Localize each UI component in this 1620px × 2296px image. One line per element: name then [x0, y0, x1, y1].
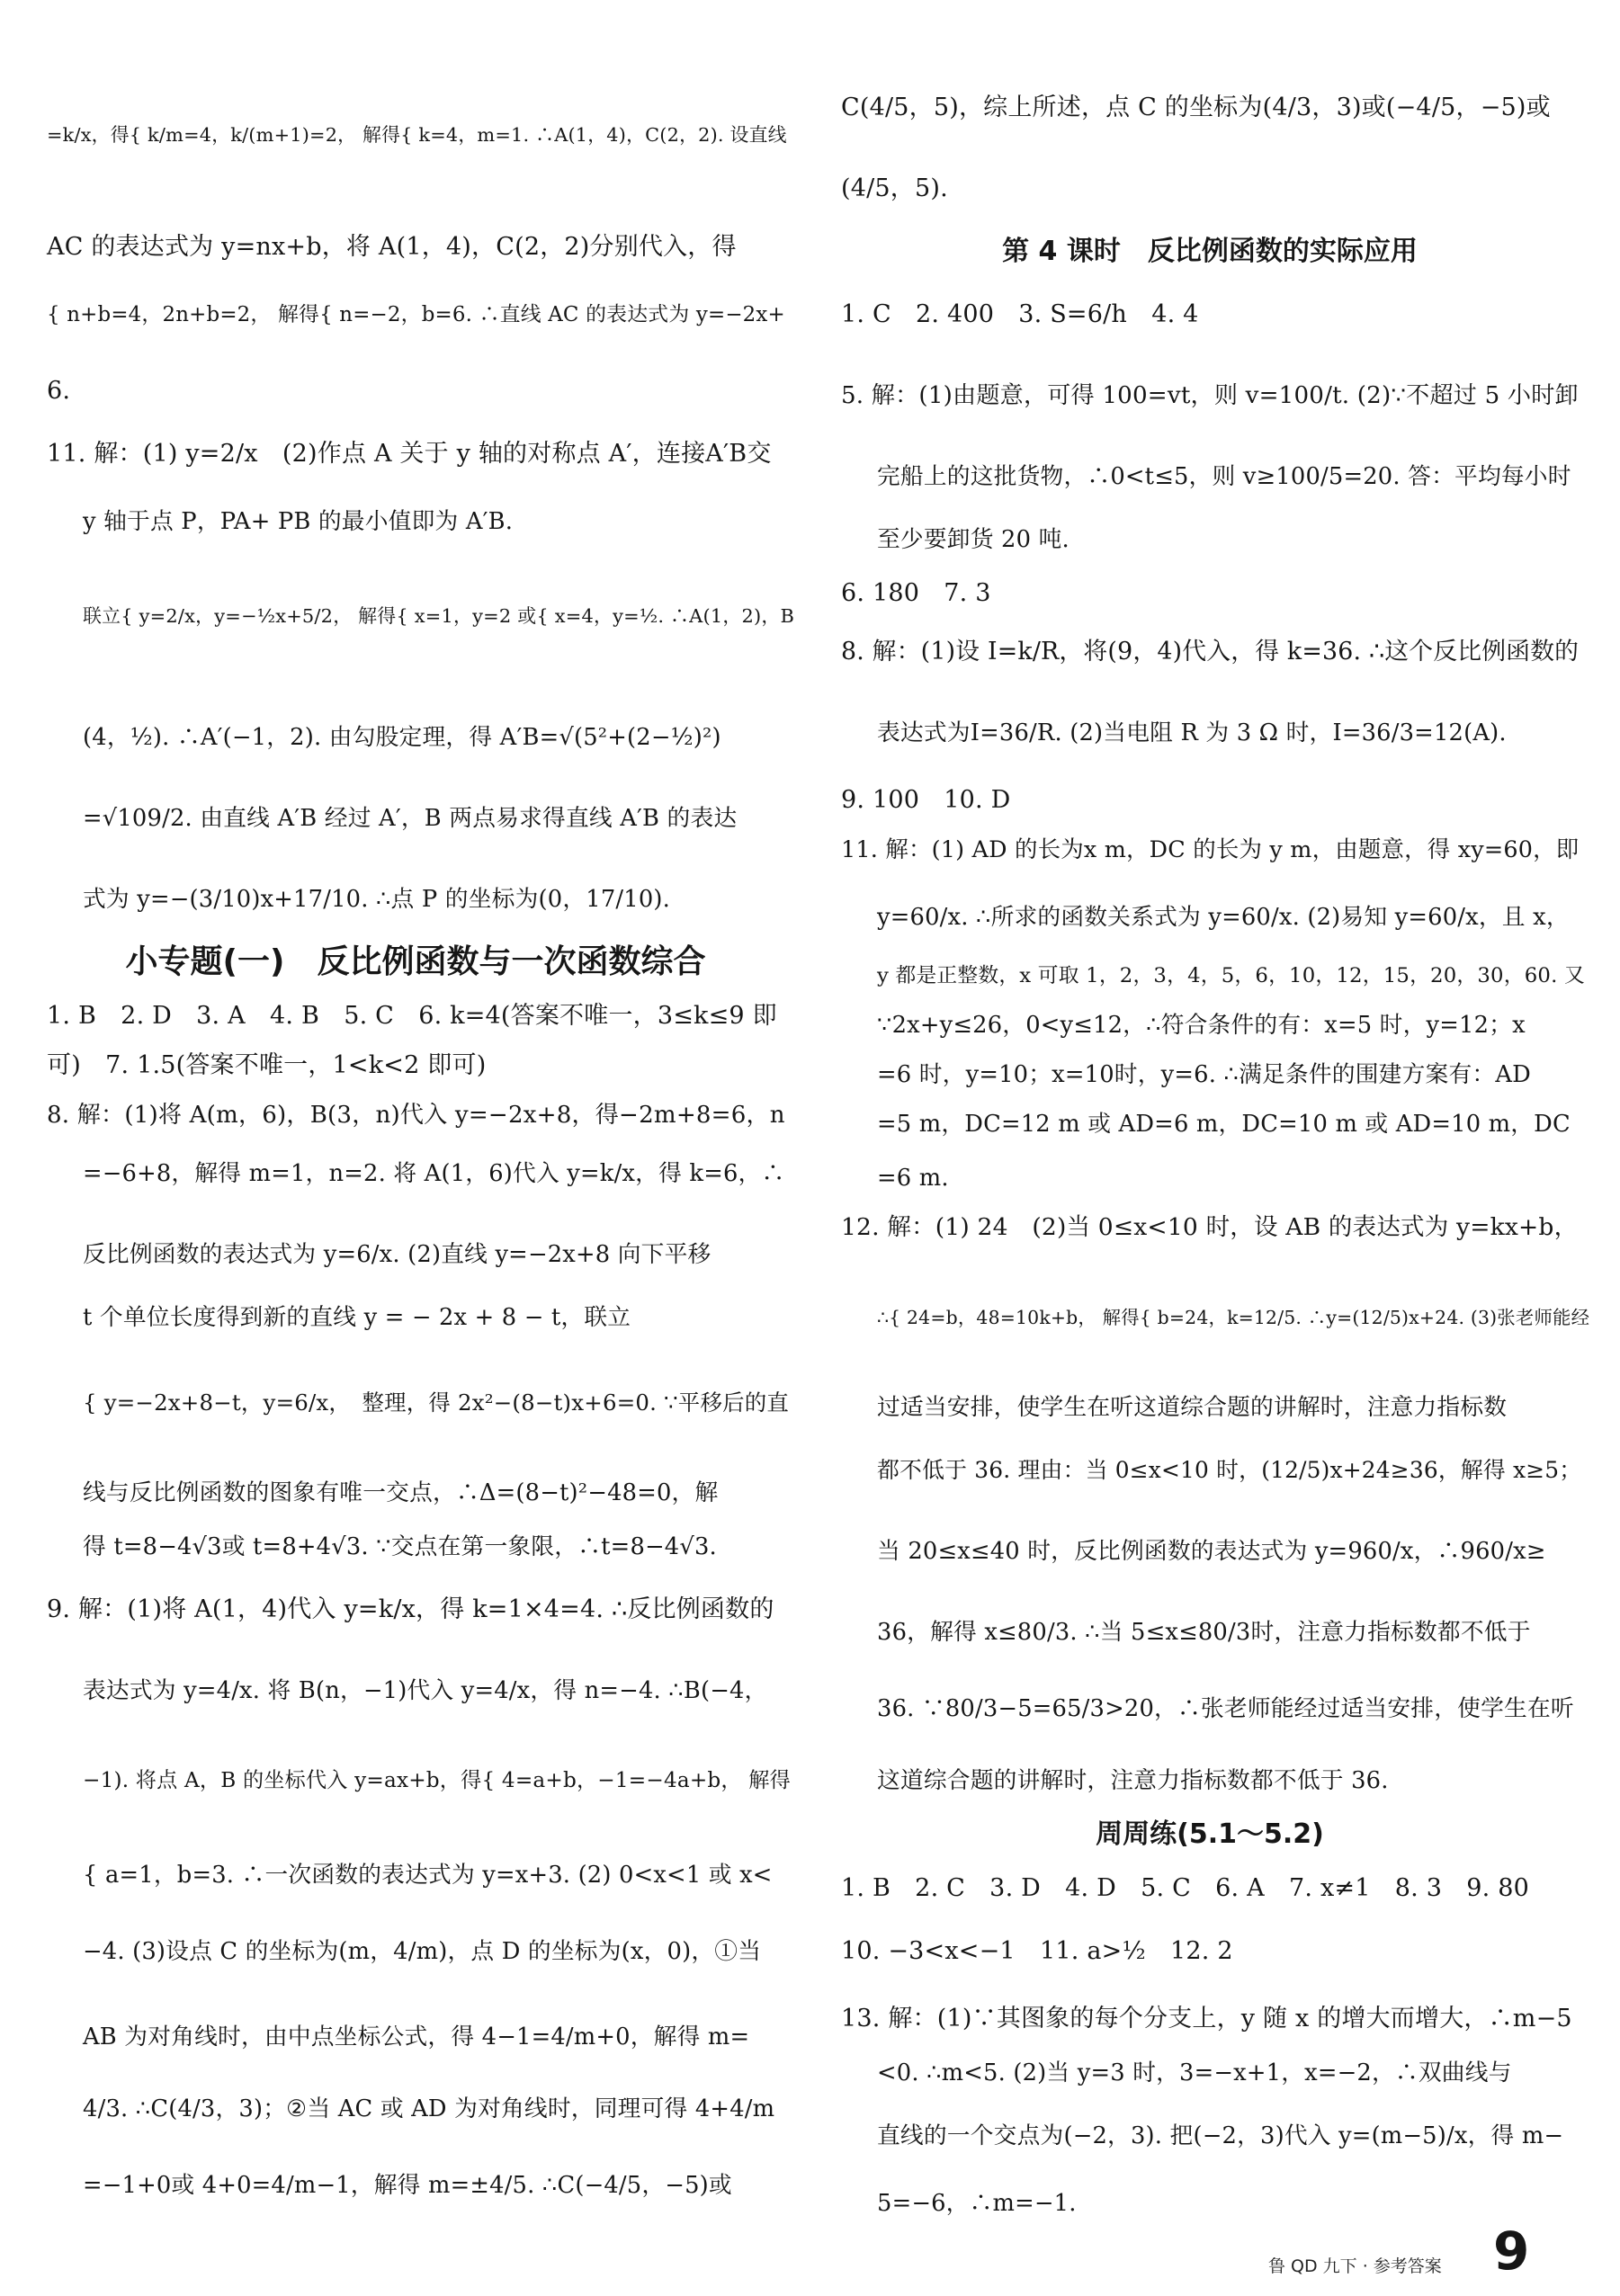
text-line: 至少要卸货 20 吨.	[877, 526, 1070, 553]
text-line: 5=−6，∴m=−1.	[877, 2190, 1077, 2217]
text-line: −4. (3)设点 C 的坐标为(m，4/m)，点 D 的坐标为(x，0)，①当	[83, 1938, 762, 1965]
text-line: 11. 解：(1) AD 的长为x m，DC 的长为 y m，由题意，得 xy=60，即	[841, 836, 1580, 863]
text-line: −1). 将点 A，B 的坐标代入 y=ax+b，得{ 4=a+b，−1=−4a+b， 解得	[83, 1769, 791, 1792]
text-line: =6 时，y=10；x=10时，y=6. ∴满足条件的围建方案有：AD	[877, 1061, 1531, 1088]
text-line: =6 m.	[877, 1165, 949, 1192]
page-number: 9	[1493, 2220, 1530, 2282]
text-line: 线与反比例函数的图象有唯一交点，∴Δ=(8−t)²−48=0，解	[83, 1479, 719, 1506]
text-line: 36. ∵80/3−5=65/3>20，∴张老师能经过适当安排，使学生在听	[877, 1695, 1574, 1722]
text-line: y 都是正整数，x 可取 1，2，3，4，5，6，10，12，15，20，30，60. 又	[877, 964, 1585, 987]
footer-label: 鲁 QD 九下 · 参考答案	[1268, 2256, 1442, 2276]
text-line: 1. B 2. C 3. D 4. D 5. C 6. A 7. x≠1 8. 3 9. 80	[841, 1874, 1530, 1902]
text-line: { n+b=4，2n+b=2， 解得{ n=−2，b=6. ∴直线 AC 的表达式为 y=−2x+	[47, 303, 785, 326]
text-line: ∴{ 24=b，48=10k+b， 解得{ b=24，k=12/5. ∴y=(12/5)x+24. (3)张老师能经	[877, 1307, 1590, 1328]
text-line: 9. 100 10. D	[841, 786, 1011, 814]
text-line: 6. 180 7. 3	[841, 579, 991, 607]
text-line: 5. 解：(1)由题意，可得 100=vt，则 v=100/t. (2)∵不超过 5 小时卸	[841, 382, 1579, 409]
text-line: ∵2x+y≤26，0<y≤12，∴符合条件的有：x=5 时，y=12；x	[877, 1012, 1526, 1039]
text-line: 过适当安排，使学生在听这道综合题的讲解时，注意力指标数	[877, 1394, 1508, 1421]
text-line: C(4/5，5)，综上所述，点 C 的坐标为(4/3，3)或(−4/5，−5)或	[841, 94, 1551, 121]
text-line: 当 20≤x≤40 时，反比例函数的表达式为 y=960/x，∴960/x≥	[877, 1538, 1546, 1565]
text-line: 12. 解：(1) 24 (2)当 0≤x<10 时，设 AB 的表达式为 y=kx+b，	[841, 1213, 1579, 1241]
text-line: 直线的一个交点为(−2，3). 把(−2，3)代入 y=(m−5)/x，得 m−	[877, 2122, 1564, 2149]
text-line: =−6+8，解得 m=1，n=2. 将 A(1，6)代入 y=k/x，得 k=6，∴	[83, 1160, 785, 1187]
text-line: 10. −3<x<−1 11. a>½ 12. 2	[841, 1937, 1233, 1965]
text-line: 式为 y=−(3/10)x+17/10. ∴点 P 的坐标为(0，17/10).	[83, 886, 671, 913]
text-line: =√109/2. 由直线 A′B 经过 A′，B 两点易求得直线 A′B 的表达	[83, 805, 738, 832]
section-title: 小专题(一) 反比例函数与一次函数综合	[125, 943, 706, 980]
text-line: 得 t=8−4√3或 t=8+4√3. ∵交点在第一象限，∴t=8−4√3.	[83, 1533, 717, 1560]
text-line: 11. 解：(1) y=2/x (2)作点 A 关于 y 轴的对称点 A′，连接A′B交	[47, 440, 772, 468]
section-title-lesson: 第 4 课时 反比例函数的实际应用	[1002, 236, 1418, 267]
text-line: (4，½). ∴A′(−1，2). 由勾股定理，得 A′B=√(5²+(2−½)²)	[83, 724, 721, 751]
text-line: 完船上的这批货物，∴0<t≤5，则 v≥100/5=20. 答：平均每小时	[877, 463, 1571, 490]
text-line: 联立{ y=2/x，y=−½x+5/2， 解得{ x=1，y=2 或{ x=4，y=½. ∴A(1，2)，B	[83, 605, 795, 627]
text-line: (4/5，5).	[841, 174, 948, 202]
text-line: 6.	[47, 377, 71, 405]
text-line: 都不低于 36. 理由：当 0≤x<10 时，(12/5)x+24≥36，解得 x≥5；	[877, 1457, 1582, 1483]
text-line: 这道综合题的讲解时，注意力指标数都不低于 36.	[877, 1767, 1389, 1794]
text-line: 可) 7. 1.5(答案不唯一，1<k<2 即可)	[47, 1051, 487, 1079]
text-line: { y=−2x+8−t，y=6/x， 整理，得 2x²−(8−t)x+6=0. ∵平移后的直	[83, 1389, 789, 1416]
text-line: 1. B 2. D 3. A 4. B 5. C 6. k=4(答案不唯一，3≤k≤9 即	[47, 1002, 777, 1030]
text-line: 4/3. ∴C(4/3，3)；②当 AC 或 AD 为对角线时，同理可得 4+4/m	[83, 2095, 775, 2122]
text-line: t 个单位长度得到新的直线 y = − 2x + 8 − t，联立	[83, 1304, 631, 1331]
text-line: 13. 解：(1)∵其图象的每个分支上，y 随 x 的增大而增大，∴m−5	[841, 2005, 1572, 2032]
text-line: =−1+0或 4+0=4/m−1，解得 m=±4/5. ∴C(−4/5，−5)或	[83, 2172, 732, 2199]
text-line: =5 m，DC=12 m 或 AD=6 m，DC=10 m 或 AD=10 m，DC	[877, 1111, 1571, 1138]
text-line: 8. 解：(1)设 I=k/R，将(9，4)代入，得 k=36. ∴这个反比例函数的	[841, 638, 1580, 666]
text-line: 36，解得 x≤80/3. ∴当 5≤x≤80/3时，注意力指标数都不低于	[877, 1619, 1531, 1646]
text-line: 表达式为I=36/R. (2)当电阻 R 为 3 Ω 时，I=36/3=12(A).	[877, 719, 1507, 746]
text-line: { a=1，b=3. ∴一次函数的表达式为 y=x+3. (2) 0<x<1 或 x<	[83, 1862, 773, 1889]
text-line: y 轴于点 P，PA+ PB 的最小值即为 A′B.	[83, 508, 514, 535]
text-line: =k/x，得{ k/m=4，k/(m+1)=2， 解得{ k=4，m=1. ∴A(1，4)，C(2，2). 设直线	[47, 124, 787, 146]
text-line: 1. C 2. 400 3. S=6/h 4. 4	[841, 300, 1199, 328]
text-line: 9. 解：(1)将 A(1，4)代入 y=k/x，得 k=1×4=4. ∴反比例函数的	[47, 1595, 774, 1623]
text-line: AB 为对角线时，由中点坐标公式，得 4−1=4/m+0，解得 m=	[83, 2024, 750, 2050]
section-title-weekly: 周周练(5.1～5.2)	[1096, 1818, 1324, 1850]
text-line: 8. 解：(1)将 A(m，6)，B(3，n)代入 y=−2x+8，得−2m+8=6，n	[47, 1102, 785, 1129]
text-line: 表达式为 y=4/x. 将 B(n，−1)代入 y=4/x，得 n=−4. ∴B(−4，	[83, 1677, 768, 1704]
text-line: <0. ∴m<5. (2)当 y=3 时，3=−x+1，x=−2，∴双曲线与	[877, 2059, 1512, 2086]
text-line: y=60/x. ∴所求的函数关系式为 y=60/x. (2)易知 y=60/x，且 x，	[877, 904, 1570, 931]
text-line: AC 的表达式为 y=nx+b，将 A(1，4)，C(2，2)分别代入，得	[47, 233, 737, 261]
text-line: 反比例函数的表达式为 y=6/x. (2)直线 y=−2x+8 向下平移	[83, 1241, 712, 1268]
